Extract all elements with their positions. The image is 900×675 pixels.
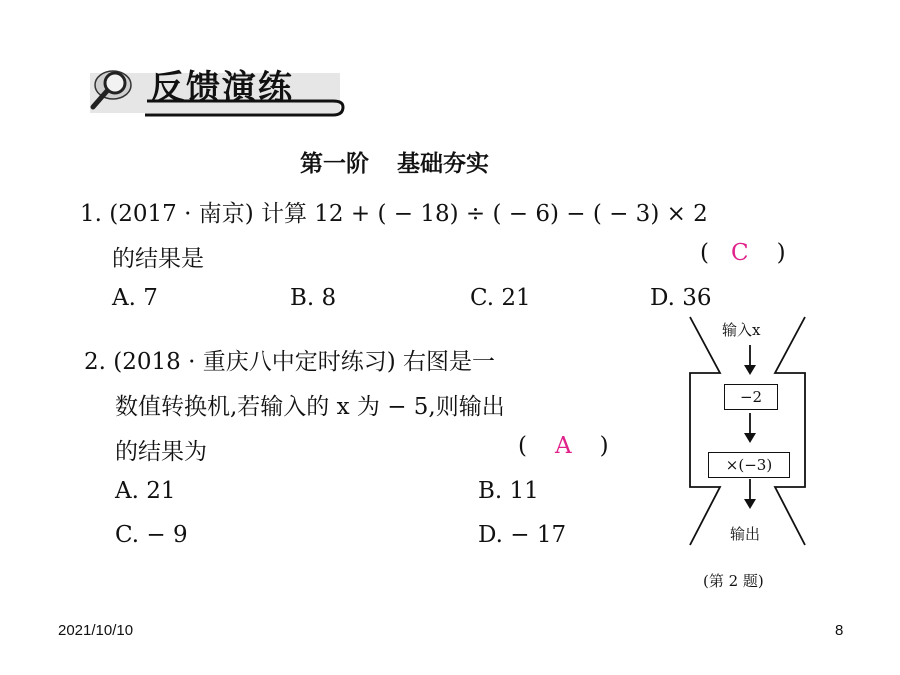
page-number: 8 — [835, 622, 844, 639]
section-label-level: 第一阶 — [300, 150, 369, 177]
conversion-machine-diagram — [680, 315, 815, 550]
footer-date: 2021/10/10 — [58, 622, 134, 639]
input-label: 输入x — [722, 321, 761, 339]
q1-option-c: C. 21 — [470, 285, 531, 311]
output-label: 输出 — [730, 525, 761, 543]
section-heading — [300, 145, 489, 178]
diagram-caption: (第 2 题) — [703, 572, 764, 590]
q2-line2: 数值转换机,若输入的 x 为 − 5,则输出 — [115, 394, 505, 420]
q1-option-b: B. 8 — [290, 285, 337, 311]
section-label-topic: 基础夯实 — [397, 150, 489, 177]
machine-outline — [680, 315, 815, 550]
multiply-box: ×(−3) — [708, 452, 790, 478]
q2-option-c: C. − 9 — [115, 522, 188, 548]
q1-option-d: D. 36 — [650, 285, 712, 311]
q1-option-a: A. 7 — [112, 285, 158, 311]
q1-line1: 1. (2017 · 南京) 计算 12 + ( − 18) ÷ ( − 6) − ( − 3) × 2 — [80, 201, 708, 227]
q2-option-a: A. 21 — [115, 478, 176, 504]
q2-answer-bracket: ( A ) — [518, 433, 609, 459]
q1-line2: 的结果是 — [112, 246, 204, 272]
q2-answer: A — [554, 433, 572, 459]
q2-line1: 2. (2018 · 重庆八中定时练习) 右图是一 — [84, 349, 495, 375]
q1-answer: C — [730, 240, 749, 266]
q2-line3: 的结果为 — [115, 439, 207, 465]
q2-option-b: B. 11 — [478, 478, 539, 504]
q2-option-d: D. − 17 — [478, 522, 567, 548]
banner-title: 反馈演练 — [150, 68, 294, 108]
subtract-box: −2 — [724, 384, 778, 410]
q1-answer-bracket: ( C ) — [700, 240, 786, 266]
